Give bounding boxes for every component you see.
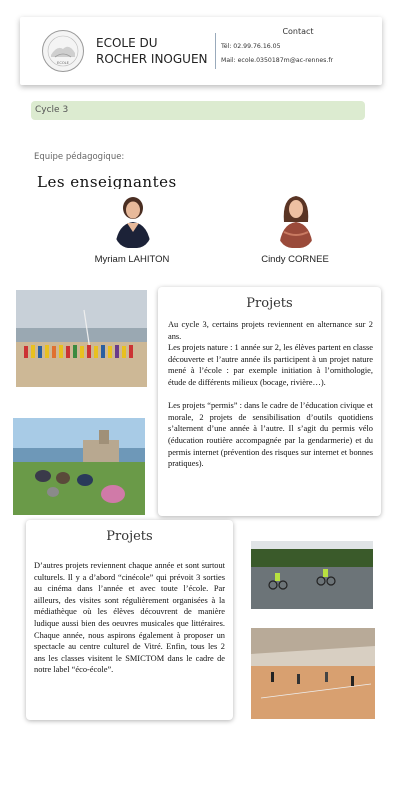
projets-card-1	[158, 287, 381, 516]
enseignants-title: Les enseignantes	[37, 173, 177, 189]
projets-card-2-body	[34, 560, 225, 676]
svg-text:ECOLE: ECOLE	[57, 61, 69, 65]
teacher-name-2: Cindy CORNEE	[261, 254, 329, 265]
school-logo	[41, 29, 85, 73]
teacher-photo-lahiton	[113, 192, 153, 248]
projets-card-2-title: Projets	[106, 529, 153, 544]
projets-card-1-title: Projets	[246, 296, 293, 311]
projets-card-2-paragraph: D’autres projets reviennent chaque année et sont surtout culturels. Il y a d’abord “cinécole” qui prévoit 3 sorties au cinéma dans l’année et avec toute l’école. Par ailleurs, des visites sont régulièrement organisées à la médiathèque où les élèves découvrent de manière ludique aussi bien des oeuvres musicales que littéraires. Chaque année, nous aspirons également à proposer un spectacle au centre culturel de Vitré. Enfin, tous les 2 ans les classes visitent le SMICTOM dans le cadre de notre label “éco-école”.	[34, 561, 225, 675]
projets-card-1-paragraph: Les projets nature : 1 année sur 2, les élèves partent en classe découverte et l’autre année ils participent à un projet nature mené à l’école : par exemple initiation à l’ornithologie, étude de différents milieux (bocage, rivière…).	[168, 343, 373, 387]
header-divider	[215, 33, 216, 69]
teacher-photo-cornee	[276, 192, 316, 248]
contact-mail[interactable]: Mail: ecole.0350187m@ac-rennes.fr	[221, 57, 334, 64]
school-name-line2: ROCHER INOGUEN	[96, 52, 208, 66]
teacher-name-1: Myriam LAHITON	[94, 254, 170, 265]
projets-card-2	[26, 520, 233, 720]
school-name-line1: ECOLE DU	[96, 36, 158, 50]
contact-title: Contact	[282, 27, 314, 36]
equipe-label: Equipe pédagogique:	[34, 152, 125, 162]
projets-card-1-paragraph: Au cycle 3, certains projets reviennent en alternance sur 2 ans.	[168, 320, 373, 341]
header-card	[20, 17, 382, 85]
cycle-label: Cycle 3	[35, 105, 69, 115]
cycle-bar	[31, 101, 365, 120]
school-name	[96, 35, 216, 67]
contact-phone: Tél: 02.99.76.16.05	[221, 43, 281, 50]
projets-card-1-body	[168, 319, 373, 470]
photo-castle-picnic	[13, 418, 145, 515]
teacher-portrait-lahiton	[113, 192, 153, 248]
photo-beach-group	[16, 290, 147, 387]
projets-card-1-paragraph: Les projets “permis” : dans le cadre de l’éducation civique et morale, 2 projets de sensibilisation d’outils quotidiens s’alternent d’une année à l’autre. Il s’agit du permis vélo (éducation routière accompagnée par la gendarmerie) et du permis internet (prévention des risques sur internet et bonnes pratiques).	[168, 401, 373, 469]
photo-gymnasium	[251, 628, 375, 719]
teacher-portrait-cornee	[276, 192, 316, 248]
photo-bike-permit	[251, 541, 373, 609]
